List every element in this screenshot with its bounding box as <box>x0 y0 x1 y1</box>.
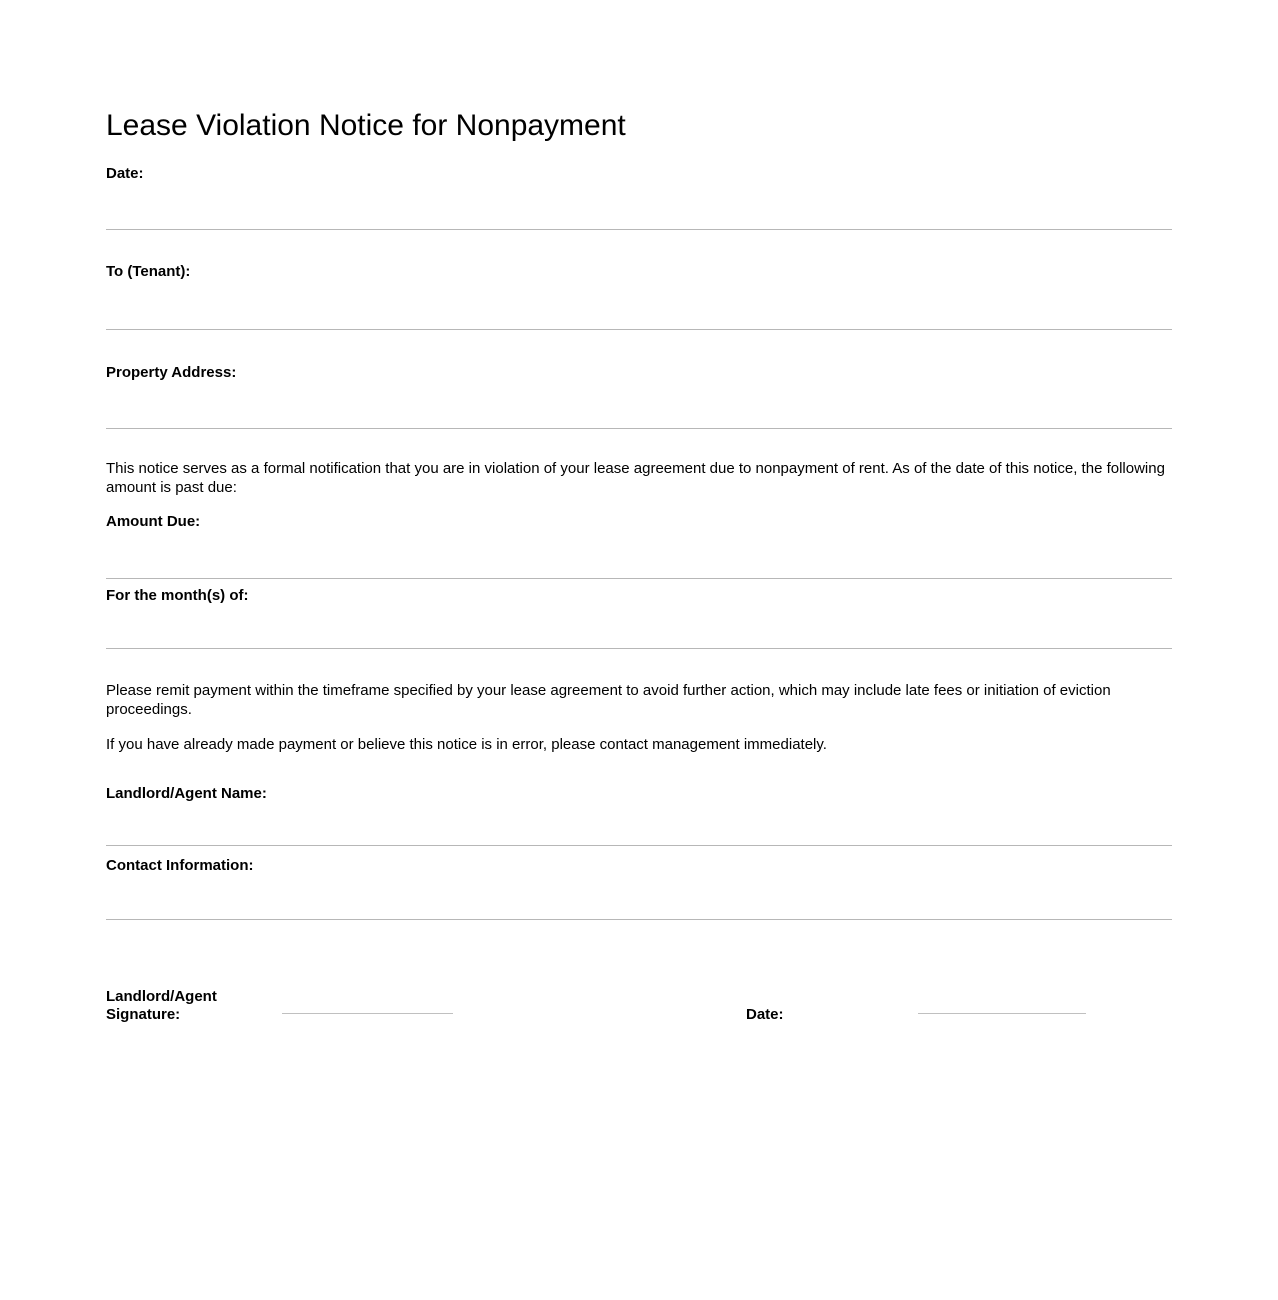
notice-paragraph: This notice serves as a formal notification that you are in violation of your lease agreement due to nonpayment of rent. As of the date of this notice, the following amount is past due: <box>106 460 1165 496</box>
signature-label: Landlord/Agent Signature: <box>106 988 217 1023</box>
amount-due-label: Amount Due: <box>106 513 201 530</box>
remit-paragraph: Please remit payment within the timeframe specified by your lease agreement to avoid further action, which may include late fees or initiation of eviction proceedings. <box>106 682 1111 718</box>
date-field-line[interactable] <box>106 229 1172 230</box>
contact-info-label: Contact Information: <box>106 857 254 874</box>
months-label: For the month(s) of: <box>106 587 249 604</box>
date-label: Date: <box>106 165 144 182</box>
months-field-line[interactable] <box>106 648 1172 649</box>
property-address-label: Property Address: <box>106 364 237 381</box>
landlord-name-label: Landlord/Agent Name: <box>106 785 267 802</box>
page-title: Lease Violation Notice for Nonpayment <box>106 109 626 142</box>
signature-date-label: Date: <box>746 1006 784 1023</box>
signature-line[interactable] <box>282 1013 453 1014</box>
landlord-name-field-line[interactable] <box>106 845 1172 846</box>
contact-info-field-line[interactable] <box>106 919 1172 920</box>
amount-due-field-line[interactable] <box>106 578 1172 579</box>
property-address-field-line[interactable] <box>106 428 1172 429</box>
tenant-label: To (Tenant): <box>106 263 191 280</box>
signature-row <box>106 988 1172 1024</box>
signature-date-line[interactable] <box>918 1013 1086 1014</box>
document-page <box>106 0 1172 1294</box>
error-contact-paragraph: If you have already made payment or believe this notice is in error, please contact management immediately. <box>106 736 827 753</box>
tenant-field-line[interactable] <box>106 329 1172 330</box>
